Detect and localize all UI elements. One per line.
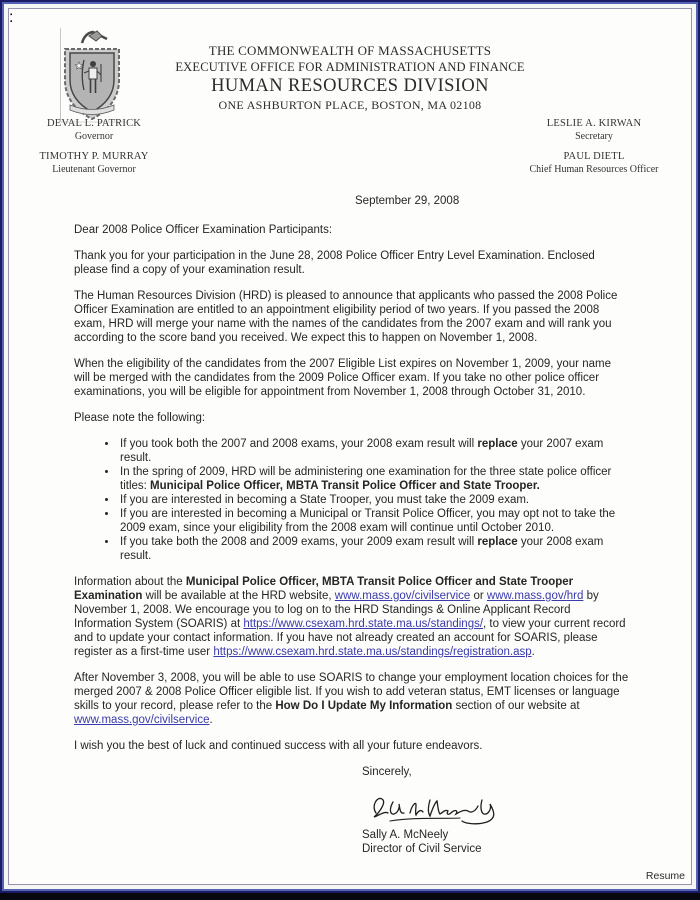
letterhead-line-executive-office: EXECUTIVE OFFICE FOR ADMINISTRATION AND FINANCE <box>175 60 525 74</box>
paragraph-soaris-update <box>74 671 629 727</box>
resume-caption: Resume <box>645 870 685 882</box>
text-run: How Do I Update My Information <box>275 700 453 712</box>
letter-date: September 29, 2008 <box>355 195 460 207</box>
list-item <box>118 493 629 507</box>
official-name: PAUL DIETL <box>563 151 625 162</box>
letter-page: : THE COMMONWEALTH OF MASSACHUSETTS EXECUTIVE OFFICE FOR ADMINISTRATION AND FINANCE HUMAN RESOURCES DIVISION ONE ASHBURTON PLACE, BOSTON, MA 02108 DEVAL L. PATRICK Governor TIMOTHY P. MURRAY Lieutenant Governor LESLIE A. KIRWAN Secretary PAUL DIETL Chief Human Resources Officer September 29, 2008 Dear 2008 Police Officer Examination Participants: Thank you for your participation in the June 28, 2008 Police Officer Entry Level Examination. Enclosed please find a copy of your examination result. The Human Resources Division (HRD) is pleased to announce that applicants who passed the 2008 Police Officer Examination are entitled to an appointment eligibility period of two years. If you passed the 2008 exam, HRD will merge your name with the names of the candidates from the 2007 exam and will rank you according to the score band you received. We expect this to happen on November 1, 2008. When the eligibility of the candidates from the 2007 Eligible List expires on November 1, 2009, your name will be merged with the candidates from the 2009 Police Officer exam. If you take no other police officer examinations, you will be eligible for appointment from November 1, 2008 through October 31, 2010. Please note the following: • If you took both the 2007 and 2008 exams, your 2008 exam result will replace your 2007 exam result. • In the spring of 2009, HRD will be administering one examination for the three state police officer titles: Municipal Police Officer, MBTA Transit Police Officer and State Trooper. • If you are interested in becoming a State Trooper, you must take the 2009 exam. • If you are interested in becoming a Municipal or Transit Police Officer, you may opt not to take the 2009 exam, since your eligibility from the 2008 exam will continue until October 2010. • If you take both the 2008 and 2009 exams, your 2009 exam result will replace your 2008 exam result. Information about the Municipal Police Officer, MBTA Transit Police Officer and State Trooper Examination will be available at the HRD website, www.mass.gov/civilservice or www.mass.gov/hrd by November 1, 2008. We encourage you to log on to the HRD Standings & Online Applicant Record Information System (SOARIS) at https://www.csexam.hrd.state.ma.us/standings/, to view your current record and to update your contact information. If you have not already created an account for SOARIS, please register as a first-time user https://www.csexam.hrd.state.ma.us/standings/registration.asp. After November 3, 2008, you will be able to use SOARIS to change your employment location choices for the merged 2007 & 2008 Police Officer eligible list. If you wish to add veteran status, EMT licenses or language skills to your record, please refer to the How Do I Update My Information section of our website at www.mass.gov/civilservice. I wish you the best of luck and continued success with all your future endeavors. Sincerely, Sally A. McNeely Director of Civil Service Resume <box>8 8 692 885</box>
text-run: In the spring of 2009, HRD will be administering one examination for the three state police officer titles: <box>120 466 612 492</box>
official-title: Secretary <box>575 131 613 142</box>
paragraph-merge-2009 <box>74 357 629 399</box>
hyperlink[interactable]: www.mass.gov/civilservice <box>74 714 210 726</box>
signature-block <box>362 765 629 856</box>
notes-list <box>74 437 629 563</box>
list-item <box>118 535 629 563</box>
officials-left <box>9 117 179 183</box>
text-run: Please note the following: <box>74 412 206 424</box>
handwritten-signature-image <box>366 791 498 827</box>
text-run: . <box>531 646 535 658</box>
text-run: Municipal Police Officer, MBTA Transit Police Officer and State Trooper Examination <box>74 576 574 602</box>
paragraph-thank-you <box>74 249 629 277</box>
text-run: If you are interested in becoming a Municipal or Transit Police Officer, you may opt not to take the 2009 exam, since your eligibility from the 2008 exam will continue until October 2010. <box>120 508 616 534</box>
official-name: DEVAL L. PATRICK <box>46 118 142 129</box>
text-run: If you take both the 2008 and 2009 exams, your 2009 exam result will <box>120 536 478 548</box>
signature-printed-name: Sally A. McNeely <box>362 829 449 841</box>
list-item <box>118 437 629 465</box>
bottom-dark-bar <box>0 893 700 900</box>
salutation: Dear 2008 Police Officer Examination Participants: <box>74 224 333 236</box>
paragraph-please-note <box>74 411 629 425</box>
hyperlink[interactable]: www.mass.gov/hrd <box>486 590 584 602</box>
letter-body <box>74 194 629 856</box>
list-item <box>118 465 629 493</box>
text-run: I wish you the best of luck and continued success with all your future endeavors. <box>74 740 483 752</box>
letterhead-line-division: HUMAN RESOURCES DIVISION <box>211 76 489 96</box>
letterhead-line-commonwealth: THE COMMONWEALTH OF MASSACHUSETTS <box>208 43 492 58</box>
text-run: section of our website at <box>452 700 580 712</box>
text-run: or <box>470 590 487 602</box>
letterhead <box>9 43 691 113</box>
text-run: your 2008 exam result. <box>120 536 604 562</box>
text-run: , to view your current record and to update your contact information. If you have not already created an account for SOARIS, please register as a first-time user <box>74 618 626 658</box>
hyperlink[interactable]: https://www.csexam.hrd.state.ma.us/standings/ <box>243 618 484 630</box>
letterhead-line-address: ONE ASHBURTON PLACE, BOSTON, MA 02108 <box>218 98 482 112</box>
text-run: will be available at the HRD website, <box>142 590 335 602</box>
official-title: Governor <box>74 131 114 142</box>
paragraph-website-info <box>74 575 629 659</box>
list-item <box>118 507 629 535</box>
text-run: Municipal Police Officer, MBTA Transit Police Officer and State Trooper. <box>150 480 540 492</box>
official-title: Lieutenant Governor <box>52 164 136 175</box>
text-run: If you are interested in becoming a State Trooper, you must take the 2009 exam. <box>120 494 530 506</box>
official-name: LESLIE A. KIRWAN <box>546 118 642 129</box>
text-run: Thank you for your participation in the June 28, 2008 Police Officer Entry Level Examination. Enclosed please find a copy of your examination result. <box>74 250 595 276</box>
closing: Sincerely, <box>362 766 412 778</box>
text-run: replace <box>477 536 518 548</box>
text-run: After November 3, 2008, you will be able to use SOARIS to change your employment location choices for the merged 2007 & 2008 Police Officer eligible list. If you wish to add veteran status, EMT licenses or language skills to your record, please refer to the <box>74 672 629 712</box>
text-run: When the eligibility of the candidates from the 2007 Eligible List expires on November 1, 2009, your name will be merged with the candidates from the 2009 Police Officer exam. If you take no other police officer examinations, you will be eligible for appointment from November 1, 2008 through October 31, 2010. <box>74 358 611 398</box>
text-run: The Human Resources Division (HRD) is pleased to announce that applicants who passed the 2008 Police Officer Examination are entitled to an appointment eligibility period of two years. If you passed the 2008 exam, HRD will merge your name with the names of the candidates from the 2007 exam and will rank you according to the score band you received. We expect this to happen on November 1, 2008. <box>74 290 618 344</box>
text-run: Information about the <box>74 576 186 588</box>
text-run: . <box>209 714 213 726</box>
paragraph-eligibility-period <box>74 289 629 345</box>
official-name: TIMOTHY P. MURRAY <box>39 151 149 162</box>
signature-title: Director of Civil Service <box>362 843 482 855</box>
paragraph-good-luck <box>74 739 629 753</box>
officials-right <box>509 117 679 183</box>
hyperlink[interactable]: https://www.csexam.hrd.state.ma.us/standings/registration.asp <box>213 646 532 658</box>
text-run: If you took both the 2007 and 2008 exams, your 2008 exam result will <box>120 438 478 450</box>
text-run: your 2007 exam result. <box>120 438 604 464</box>
text-run: by November 1, 2008. We encourage you to log on to the HRD Standings & Online Applicant Record Information System (SOARIS) at <box>74 590 599 630</box>
hyperlink[interactable]: www.mass.gov/civilservice <box>334 590 471 602</box>
official-title: Chief Human Resources Officer <box>529 164 659 175</box>
text-run: replace <box>477 438 518 450</box>
